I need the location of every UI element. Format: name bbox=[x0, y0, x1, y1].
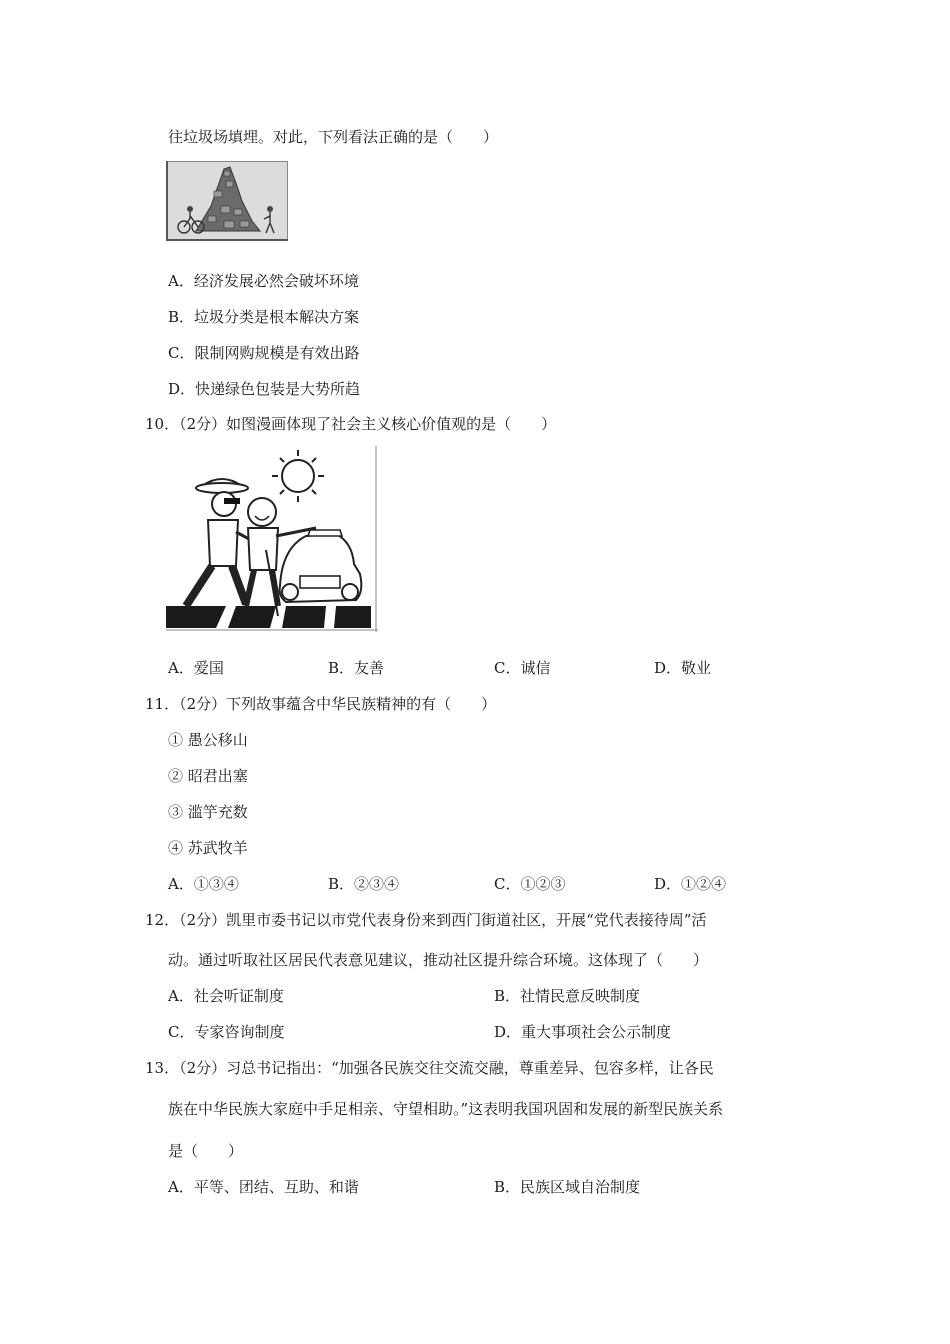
q9-option-c: C．限制网购规模是有效出路 bbox=[168, 344, 360, 362]
q13-option-b: B．民族区域自治制度 bbox=[494, 1178, 641, 1196]
q13-option-a: A．平等、团结、互助、和谐 bbox=[168, 1178, 359, 1196]
q11-item-3: ③ 滥竽充数 bbox=[168, 803, 248, 821]
q11-option-b: B．②③④ bbox=[328, 875, 400, 893]
q13-stem-line2: 族在中华民族大家庭中手足相亲、守望相助。”这表明我国巩固和发展的新型民族关系 bbox=[168, 1100, 724, 1118]
q12-option-b: B．社情民意反映制度 bbox=[494, 987, 641, 1005]
q11-stem: 11．（2分）下列故事蕴含中华民族精神的有（ ） bbox=[145, 695, 497, 713]
q9-option-b: B．垃圾分类是根本解决方案 bbox=[168, 308, 360, 326]
q10-option-a: A．爱国 bbox=[168, 659, 224, 677]
q13-stem-line1: 13．（2分）习总书记指出：“加强各民族交往交流交融，尊重差异、包容多样，让各民 bbox=[145, 1059, 714, 1077]
q11-option-d: D．①②④ bbox=[654, 875, 727, 893]
q11-item-1: ① 愚公移山 bbox=[168, 731, 248, 749]
garbage-pile-illustration bbox=[166, 161, 288, 241]
crosswalk-cartoon bbox=[166, 446, 378, 632]
q12-option-c: C．专家咨询制度 bbox=[168, 1023, 285, 1041]
q11-item-4: ④ 苏武牧羊 bbox=[168, 839, 248, 857]
q11-option-a: A．①③④ bbox=[168, 875, 239, 893]
q10-option-d: D．敬业 bbox=[654, 659, 712, 677]
q10-stem: 10．（2分）如图漫画体现了社会主义核心价值观的是（ ） bbox=[145, 415, 557, 433]
q12-stem-line2: 动。通过听取社区居民代表意见建议，推动社区提升综合环境。这体现了（ ） bbox=[168, 951, 709, 969]
q11-option-c: C．①②③ bbox=[494, 875, 566, 893]
q9-option-d: D．快递绿色包装是大势所趋 bbox=[168, 380, 361, 398]
q10-option-c: C．诚信 bbox=[494, 659, 551, 677]
q12-option-d: D．重大事项社会公示制度 bbox=[494, 1023, 672, 1041]
q9-option-a: A．经济发展必然会破坏环境 bbox=[168, 272, 359, 290]
q9-stem-tail: 往垃圾场填埋。对此，下列看法正确的是（ ） bbox=[168, 128, 499, 146]
q13-stem-line3: 是（ ） bbox=[168, 1142, 244, 1160]
q12-stem-line1: 12．（2分）凯里市委书记以市党代表身份来到西门街道社区，开展“党代表接待周”活 bbox=[145, 911, 707, 929]
q11-item-2: ② 昭君出塞 bbox=[168, 767, 248, 785]
q10-option-b: B．友善 bbox=[328, 659, 385, 677]
q12-option-a: A．社会听证制度 bbox=[168, 987, 284, 1005]
